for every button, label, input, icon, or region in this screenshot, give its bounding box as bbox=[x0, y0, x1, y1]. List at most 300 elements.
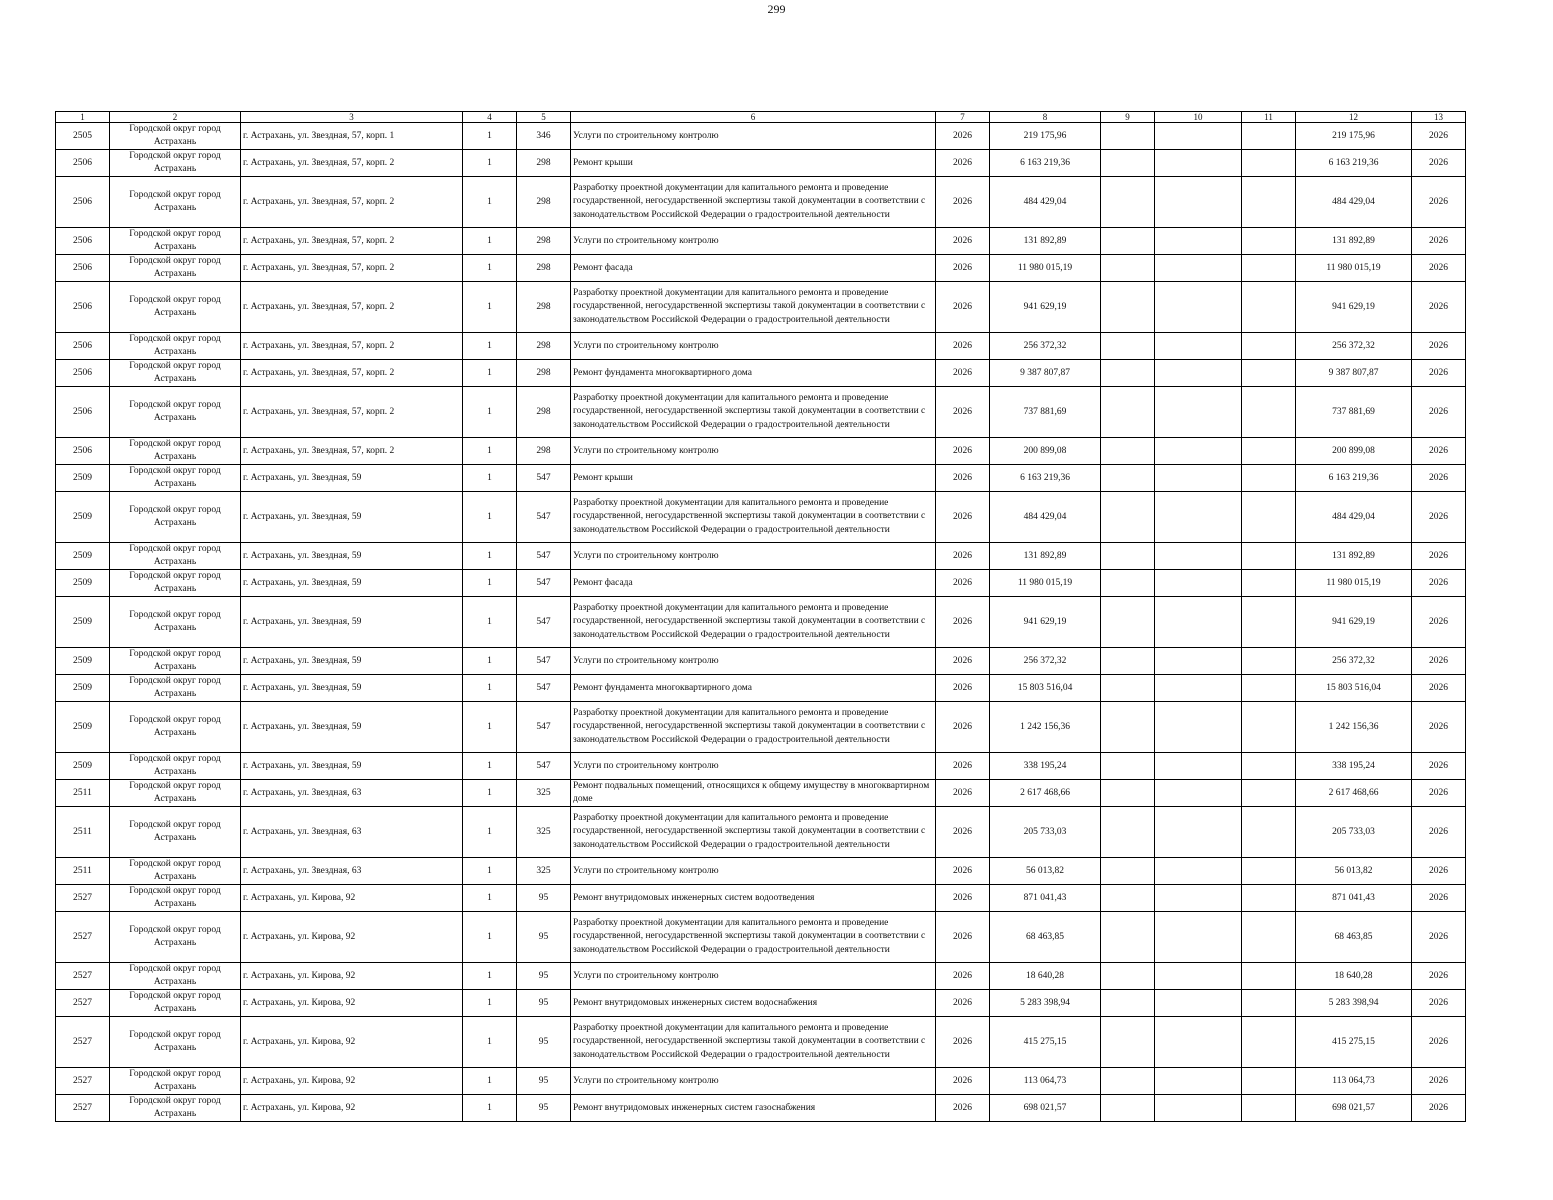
col11-cell bbox=[1242, 963, 1296, 990]
col5-cell: 547 bbox=[517, 597, 571, 648]
row-number: 2509 bbox=[56, 465, 110, 492]
col9-cell bbox=[1101, 780, 1155, 807]
year-end-cell: 2026 bbox=[1412, 570, 1466, 597]
col10-cell bbox=[1155, 465, 1242, 492]
col11-cell bbox=[1242, 438, 1296, 465]
municipality-cell: Городской округ город Астрахань bbox=[110, 780, 241, 807]
col4-cell: 1 bbox=[463, 597, 517, 648]
work-type-cell: Услуги по строительному контролю bbox=[571, 753, 936, 780]
col4-cell: 1 bbox=[463, 912, 517, 963]
year-end-cell: 2026 bbox=[1412, 753, 1466, 780]
col10-cell bbox=[1155, 597, 1242, 648]
amount-cell: 205 733,03 bbox=[990, 807, 1101, 858]
col9-cell bbox=[1101, 753, 1155, 780]
col10-cell bbox=[1155, 282, 1242, 333]
col4-cell: 1 bbox=[463, 123, 517, 150]
work-type-cell: Услуги по строительному контролю bbox=[571, 858, 936, 885]
col10-cell bbox=[1155, 753, 1242, 780]
column-header-8: 8 bbox=[990, 112, 1101, 123]
col11-cell bbox=[1242, 702, 1296, 753]
work-type-cell: Ремонт подвальных помещений, относящихся к общему имуществу в многоквартирном доме bbox=[571, 780, 936, 807]
row-number: 2509 bbox=[56, 753, 110, 780]
column-header-4: 4 bbox=[463, 112, 517, 123]
year-cell: 2026 bbox=[936, 990, 990, 1017]
col5-cell: 547 bbox=[517, 648, 571, 675]
work-type-cell: Услуги по строительному контролю bbox=[571, 123, 936, 150]
year-cell: 2026 bbox=[936, 333, 990, 360]
amount-cell: 484 429,04 bbox=[990, 492, 1101, 543]
col4-cell: 1 bbox=[463, 990, 517, 1017]
municipality-cell: Городской округ город Астрахань bbox=[110, 858, 241, 885]
table-row bbox=[56, 675, 1466, 702]
municipality-cell: Городской округ город Астрахань bbox=[110, 702, 241, 753]
col5-cell: 547 bbox=[517, 570, 571, 597]
work-type-cell: Услуги по строительному контролю bbox=[571, 648, 936, 675]
col9-cell bbox=[1101, 150, 1155, 177]
year-cell: 2026 bbox=[936, 255, 990, 282]
total-cell: 113 064,73 bbox=[1296, 1068, 1412, 1095]
row-number: 2506 bbox=[56, 150, 110, 177]
work-type-cell: Ремонт фасада bbox=[571, 570, 936, 597]
address-cell: г. Астрахань, ул. Звездная, 59 bbox=[241, 753, 463, 780]
col5-cell: 547 bbox=[517, 465, 571, 492]
col4-cell: 1 bbox=[463, 360, 517, 387]
col4-cell: 1 bbox=[463, 282, 517, 333]
amount-cell: 941 629,19 bbox=[990, 282, 1101, 333]
year-cell: 2026 bbox=[936, 1095, 990, 1122]
col4-cell: 1 bbox=[463, 753, 517, 780]
table-row bbox=[56, 1095, 1466, 1122]
address-cell: г. Астрахань, ул. Кирова, 92 bbox=[241, 1017, 463, 1068]
col9-cell bbox=[1101, 1095, 1155, 1122]
municipality-cell: Городской округ город Астрахань bbox=[110, 360, 241, 387]
year-cell: 2026 bbox=[936, 753, 990, 780]
amount-cell: 200 899,08 bbox=[990, 438, 1101, 465]
year-end-cell: 2026 bbox=[1412, 387, 1466, 438]
municipality-cell: Городской округ город Астрахань bbox=[110, 1017, 241, 1068]
amount-cell: 9 387 807,87 bbox=[990, 360, 1101, 387]
total-cell: 6 163 219,36 bbox=[1296, 150, 1412, 177]
column-header-5: 5 bbox=[517, 112, 571, 123]
total-cell: 68 463,85 bbox=[1296, 912, 1412, 963]
row-number: 2506 bbox=[56, 177, 110, 228]
column-header-3: 3 bbox=[241, 112, 463, 123]
year-end-cell: 2026 bbox=[1412, 858, 1466, 885]
col9-cell bbox=[1101, 963, 1155, 990]
year-cell: 2026 bbox=[936, 543, 990, 570]
table-row bbox=[56, 648, 1466, 675]
row-number: 2506 bbox=[56, 255, 110, 282]
work-type-cell: Разработку проектной документации для капитального ремонта и проведение государственной, негосударственной экспертизы такой документации в соответствии с законодательством Российской Федерации о градостроительной деятельности bbox=[571, 597, 936, 648]
year-cell: 2026 bbox=[936, 282, 990, 333]
address-cell: г. Астрахань, ул. Кирова, 92 bbox=[241, 1068, 463, 1095]
address-cell: г. Астрахань, ул. Звездная, 59 bbox=[241, 702, 463, 753]
col11-cell bbox=[1242, 177, 1296, 228]
table-row bbox=[56, 570, 1466, 597]
col11-cell bbox=[1242, 885, 1296, 912]
col4-cell: 1 bbox=[463, 177, 517, 228]
address-cell: г. Астрахань, ул. Звездная, 57, корп. 2 bbox=[241, 228, 463, 255]
col9-cell bbox=[1101, 1068, 1155, 1095]
col11-cell bbox=[1242, 990, 1296, 1017]
col9-cell bbox=[1101, 333, 1155, 360]
address-cell: г. Астрахань, ул. Звездная, 59 bbox=[241, 597, 463, 648]
col11-cell bbox=[1242, 858, 1296, 885]
col10-cell bbox=[1155, 858, 1242, 885]
col10-cell bbox=[1155, 228, 1242, 255]
year-cell: 2026 bbox=[936, 675, 990, 702]
address-cell: г. Астрахань, ул. Кирова, 92 bbox=[241, 885, 463, 912]
amount-cell: 256 372,32 bbox=[990, 648, 1101, 675]
amount-cell: 941 629,19 bbox=[990, 597, 1101, 648]
total-cell: 6 163 219,36 bbox=[1296, 465, 1412, 492]
col4-cell: 1 bbox=[463, 255, 517, 282]
column-header-6: 6 bbox=[571, 112, 936, 123]
col9-cell bbox=[1101, 177, 1155, 228]
row-number: 2527 bbox=[56, 990, 110, 1017]
total-cell: 15 803 516,04 bbox=[1296, 675, 1412, 702]
col11-cell bbox=[1242, 465, 1296, 492]
year-end-cell: 2026 bbox=[1412, 990, 1466, 1017]
amount-cell: 56 013,82 bbox=[990, 858, 1101, 885]
amount-cell: 338 195,24 bbox=[990, 753, 1101, 780]
address-cell: г. Астрахань, ул. Звездная, 57, корп. 2 bbox=[241, 255, 463, 282]
total-cell: 56 013,82 bbox=[1296, 858, 1412, 885]
col4-cell: 1 bbox=[463, 492, 517, 543]
table-row bbox=[56, 912, 1466, 963]
total-cell: 205 733,03 bbox=[1296, 807, 1412, 858]
col9-cell bbox=[1101, 885, 1155, 912]
work-type-cell: Услуги по строительному контролю bbox=[571, 438, 936, 465]
row-number: 2505 bbox=[56, 123, 110, 150]
column-header-11: 11 bbox=[1242, 112, 1296, 123]
column-header-2: 2 bbox=[110, 112, 241, 123]
year-cell: 2026 bbox=[936, 228, 990, 255]
col5-cell: 547 bbox=[517, 702, 571, 753]
column-header-10: 10 bbox=[1155, 112, 1242, 123]
year-end-cell: 2026 bbox=[1412, 702, 1466, 753]
amount-cell: 737 881,69 bbox=[990, 387, 1101, 438]
col5-cell: 547 bbox=[517, 675, 571, 702]
col5-cell: 325 bbox=[517, 807, 571, 858]
year-cell: 2026 bbox=[936, 360, 990, 387]
col9-cell bbox=[1101, 543, 1155, 570]
total-cell: 11 980 015,19 bbox=[1296, 570, 1412, 597]
col9-cell bbox=[1101, 702, 1155, 753]
col4-cell: 1 bbox=[463, 702, 517, 753]
work-type-cell: Услуги по строительному контролю bbox=[571, 333, 936, 360]
work-type-cell: Разработку проектной документации для капитального ремонта и проведение государственной, негосударственной экспертизы такой документации в соответствии с законодательством Российской Федерации о градостроительной деятельности bbox=[571, 1017, 936, 1068]
column-header-1: 1 bbox=[56, 112, 110, 123]
row-number: 2511 bbox=[56, 858, 110, 885]
total-cell: 941 629,19 bbox=[1296, 597, 1412, 648]
col9-cell bbox=[1101, 438, 1155, 465]
address-cell: г. Астрахань, ул. Звездная, 63 bbox=[241, 780, 463, 807]
work-type-cell: Разработку проектной документации для капитального ремонта и проведение государственной, негосударственной экспертизы такой документации в соответствии с законодательством Российской Федерации о градостроительной деятельности bbox=[571, 492, 936, 543]
column-header-13: 13 bbox=[1412, 112, 1466, 123]
amount-cell: 698 021,57 bbox=[990, 1095, 1101, 1122]
col11-cell bbox=[1242, 387, 1296, 438]
municipality-cell: Городской округ город Астрахань bbox=[110, 885, 241, 912]
amount-cell: 219 175,96 bbox=[990, 123, 1101, 150]
row-number: 2527 bbox=[56, 1095, 110, 1122]
table-row bbox=[56, 885, 1466, 912]
table-row bbox=[56, 387, 1466, 438]
amount-cell: 1 242 156,36 bbox=[990, 702, 1101, 753]
year-end-cell: 2026 bbox=[1412, 438, 1466, 465]
table-row bbox=[56, 858, 1466, 885]
year-end-cell: 2026 bbox=[1412, 1095, 1466, 1122]
municipality-cell: Городской округ город Астрахань bbox=[110, 333, 241, 360]
amount-cell: 18 640,28 bbox=[990, 963, 1101, 990]
work-type-cell: Ремонт внутридомовых инженерных систем водоотведения bbox=[571, 885, 936, 912]
amount-cell: 113 064,73 bbox=[990, 1068, 1101, 1095]
work-type-cell: Разработку проектной документации для капитального ремонта и проведение государственной, негосударственной экспертизы такой документации в соответствии с законодательством Российской Федерации о градостроительной деятельности bbox=[571, 387, 936, 438]
col4-cell: 1 bbox=[463, 228, 517, 255]
col10-cell bbox=[1155, 387, 1242, 438]
column-header-12: 12 bbox=[1296, 112, 1412, 123]
col9-cell bbox=[1101, 387, 1155, 438]
municipality-cell: Городской округ город Астрахань bbox=[110, 753, 241, 780]
col10-cell bbox=[1155, 963, 1242, 990]
col11-cell bbox=[1242, 807, 1296, 858]
col9-cell bbox=[1101, 675, 1155, 702]
year-end-cell: 2026 bbox=[1412, 963, 1466, 990]
table-row bbox=[56, 465, 1466, 492]
work-type-cell: Ремонт фасада bbox=[571, 255, 936, 282]
col5-cell: 325 bbox=[517, 780, 571, 807]
col5-cell: 547 bbox=[517, 543, 571, 570]
total-cell: 5 283 398,94 bbox=[1296, 990, 1412, 1017]
work-type-cell: Ремонт крыши bbox=[571, 150, 936, 177]
col5-cell: 298 bbox=[517, 387, 571, 438]
col5-cell: 298 bbox=[517, 360, 571, 387]
col5-cell: 95 bbox=[517, 912, 571, 963]
amount-cell: 484 429,04 bbox=[990, 177, 1101, 228]
total-cell: 871 041,43 bbox=[1296, 885, 1412, 912]
total-cell: 256 372,32 bbox=[1296, 648, 1412, 675]
row-number: 2509 bbox=[56, 492, 110, 543]
col10-cell bbox=[1155, 360, 1242, 387]
col5-cell: 298 bbox=[517, 228, 571, 255]
table-row bbox=[56, 282, 1466, 333]
col9-cell bbox=[1101, 807, 1155, 858]
col4-cell: 1 bbox=[463, 858, 517, 885]
year-cell: 2026 bbox=[936, 912, 990, 963]
amount-cell: 11 980 015,19 bbox=[990, 255, 1101, 282]
year-cell: 2026 bbox=[936, 807, 990, 858]
table-row bbox=[56, 255, 1466, 282]
year-cell: 2026 bbox=[936, 123, 990, 150]
year-end-cell: 2026 bbox=[1412, 675, 1466, 702]
total-cell: 131 892,89 bbox=[1296, 543, 1412, 570]
work-type-cell: Ремонт крыши bbox=[571, 465, 936, 492]
col11-cell bbox=[1242, 123, 1296, 150]
col9-cell bbox=[1101, 282, 1155, 333]
total-cell: 18 640,28 bbox=[1296, 963, 1412, 990]
municipality-cell: Городской округ город Астрахань bbox=[110, 387, 241, 438]
municipality-cell: Городской округ город Астрахань bbox=[110, 648, 241, 675]
col4-cell: 1 bbox=[463, 675, 517, 702]
total-cell: 338 195,24 bbox=[1296, 753, 1412, 780]
year-end-cell: 2026 bbox=[1412, 123, 1466, 150]
page-number: 299 bbox=[767, 2, 786, 16]
row-number: 2527 bbox=[56, 963, 110, 990]
col10-cell bbox=[1155, 780, 1242, 807]
total-cell: 200 899,08 bbox=[1296, 438, 1412, 465]
col9-cell bbox=[1101, 492, 1155, 543]
work-type-cell: Разработку проектной документации для капитального ремонта и проведение государственной, негосударственной экспертизы такой документации в соответствии с законодательством Российской Федерации о градостроительной деятельности bbox=[571, 282, 936, 333]
table-header bbox=[56, 112, 1466, 123]
row-number: 2506 bbox=[56, 333, 110, 360]
col9-cell bbox=[1101, 255, 1155, 282]
municipality-cell: Городской округ город Астрахань bbox=[110, 150, 241, 177]
year-end-cell: 2026 bbox=[1412, 807, 1466, 858]
address-cell: г. Астрахань, ул. Звездная, 59 bbox=[241, 675, 463, 702]
amount-cell: 2 617 468,66 bbox=[990, 780, 1101, 807]
table-row bbox=[56, 990, 1466, 1017]
row-number: 2506 bbox=[56, 228, 110, 255]
table-row bbox=[56, 492, 1466, 543]
table-row bbox=[56, 150, 1466, 177]
table-row bbox=[56, 543, 1466, 570]
col10-cell bbox=[1155, 648, 1242, 675]
year-cell: 2026 bbox=[936, 597, 990, 648]
col11-cell bbox=[1242, 543, 1296, 570]
col11-cell bbox=[1242, 228, 1296, 255]
year-end-cell: 2026 bbox=[1412, 360, 1466, 387]
col11-cell bbox=[1242, 1095, 1296, 1122]
year-end-cell: 2026 bbox=[1412, 465, 1466, 492]
row-number: 2506 bbox=[56, 360, 110, 387]
municipality-cell: Городской округ город Астрахань bbox=[110, 228, 241, 255]
col4-cell: 1 bbox=[463, 1068, 517, 1095]
year-end-cell: 2026 bbox=[1412, 333, 1466, 360]
table-row bbox=[56, 228, 1466, 255]
row-number: 2506 bbox=[56, 282, 110, 333]
col11-cell bbox=[1242, 255, 1296, 282]
col5-cell: 298 bbox=[517, 177, 571, 228]
row-number: 2509 bbox=[56, 570, 110, 597]
col5-cell: 298 bbox=[517, 282, 571, 333]
work-type-cell: Разработку проектной документации для капитального ремонта и проведение государственной, негосударственной экспертизы такой документации в соответствии с законодательством Российской Федерации о градостроительной деятельности bbox=[571, 912, 936, 963]
total-cell: 484 429,04 bbox=[1296, 492, 1412, 543]
year-cell: 2026 bbox=[936, 1017, 990, 1068]
municipality-cell: Городской округ город Астрахань bbox=[110, 177, 241, 228]
col4-cell: 1 bbox=[463, 963, 517, 990]
col10-cell bbox=[1155, 438, 1242, 465]
col4-cell: 1 bbox=[463, 648, 517, 675]
col9-cell bbox=[1101, 123, 1155, 150]
table-row bbox=[56, 1068, 1466, 1095]
col5-cell: 95 bbox=[517, 885, 571, 912]
col11-cell bbox=[1242, 492, 1296, 543]
row-number: 2509 bbox=[56, 702, 110, 753]
year-cell: 2026 bbox=[936, 963, 990, 990]
total-cell: 737 881,69 bbox=[1296, 387, 1412, 438]
year-cell: 2026 bbox=[936, 438, 990, 465]
municipality-cell: Городской округ город Астрахань bbox=[110, 990, 241, 1017]
row-number: 2509 bbox=[56, 648, 110, 675]
col10-cell bbox=[1155, 702, 1242, 753]
address-cell: г. Астрахань, ул. Звездная, 57, корп. 2 bbox=[241, 360, 463, 387]
address-cell: г. Астрахань, ул. Звездная, 57, корп. 2 bbox=[241, 387, 463, 438]
col10-cell bbox=[1155, 807, 1242, 858]
municipality-cell: Городской округ город Астрахань bbox=[110, 807, 241, 858]
col5-cell: 547 bbox=[517, 492, 571, 543]
amount-cell: 415 275,15 bbox=[990, 1017, 1101, 1068]
year-cell: 2026 bbox=[936, 492, 990, 543]
col9-cell bbox=[1101, 990, 1155, 1017]
column-header-9: 9 bbox=[1101, 112, 1155, 123]
col10-cell bbox=[1155, 492, 1242, 543]
total-cell: 2 617 468,66 bbox=[1296, 780, 1412, 807]
table-row bbox=[56, 1017, 1466, 1068]
work-type-cell: Услуги по строительному контролю bbox=[571, 543, 936, 570]
col10-cell bbox=[1155, 885, 1242, 912]
row-number: 2509 bbox=[56, 675, 110, 702]
row-number: 2509 bbox=[56, 597, 110, 648]
table-row bbox=[56, 333, 1466, 360]
col5-cell: 298 bbox=[517, 255, 571, 282]
address-cell: г. Астрахань, ул. Звездная, 59 bbox=[241, 543, 463, 570]
table-row bbox=[56, 753, 1466, 780]
amount-cell: 256 372,32 bbox=[990, 333, 1101, 360]
total-cell: 11 980 015,19 bbox=[1296, 255, 1412, 282]
col11-cell bbox=[1242, 648, 1296, 675]
address-cell: г. Астрахань, ул. Звездная, 57, корп. 2 bbox=[241, 150, 463, 177]
table-row bbox=[56, 177, 1466, 228]
col5-cell: 95 bbox=[517, 1068, 571, 1095]
col5-cell: 298 bbox=[517, 333, 571, 360]
col5-cell: 95 bbox=[517, 990, 571, 1017]
capital-repair-table bbox=[55, 111, 1466, 1122]
municipality-cell: Городской округ город Астрахань bbox=[110, 570, 241, 597]
col5-cell: 346 bbox=[517, 123, 571, 150]
year-end-cell: 2026 bbox=[1412, 255, 1466, 282]
year-cell: 2026 bbox=[936, 387, 990, 438]
row-number: 2506 bbox=[56, 387, 110, 438]
col9-cell bbox=[1101, 858, 1155, 885]
amount-cell: 131 892,89 bbox=[990, 228, 1101, 255]
table-row bbox=[56, 780, 1466, 807]
col10-cell bbox=[1155, 150, 1242, 177]
table-row bbox=[56, 807, 1466, 858]
address-cell: г. Астрахань, ул. Кирова, 92 bbox=[241, 963, 463, 990]
total-cell: 415 275,15 bbox=[1296, 1017, 1412, 1068]
col10-cell bbox=[1155, 1095, 1242, 1122]
row-number: 2527 bbox=[56, 885, 110, 912]
col10-cell bbox=[1155, 177, 1242, 228]
municipality-cell: Городской округ город Астрахань bbox=[110, 492, 241, 543]
col4-cell: 1 bbox=[463, 387, 517, 438]
col10-cell bbox=[1155, 1017, 1242, 1068]
col4-cell: 1 bbox=[463, 438, 517, 465]
year-cell: 2026 bbox=[936, 465, 990, 492]
col11-cell bbox=[1242, 675, 1296, 702]
amount-cell: 6 163 219,36 bbox=[990, 150, 1101, 177]
col4-cell: 1 bbox=[463, 333, 517, 360]
municipality-cell: Городской округ город Астрахань bbox=[110, 438, 241, 465]
year-end-cell: 2026 bbox=[1412, 885, 1466, 912]
municipality-cell: Городской округ город Астрахань bbox=[110, 963, 241, 990]
col9-cell bbox=[1101, 465, 1155, 492]
column-header-7: 7 bbox=[936, 112, 990, 123]
year-end-cell: 2026 bbox=[1412, 780, 1466, 807]
col10-cell bbox=[1155, 255, 1242, 282]
col11-cell bbox=[1242, 333, 1296, 360]
col4-cell: 1 bbox=[463, 150, 517, 177]
